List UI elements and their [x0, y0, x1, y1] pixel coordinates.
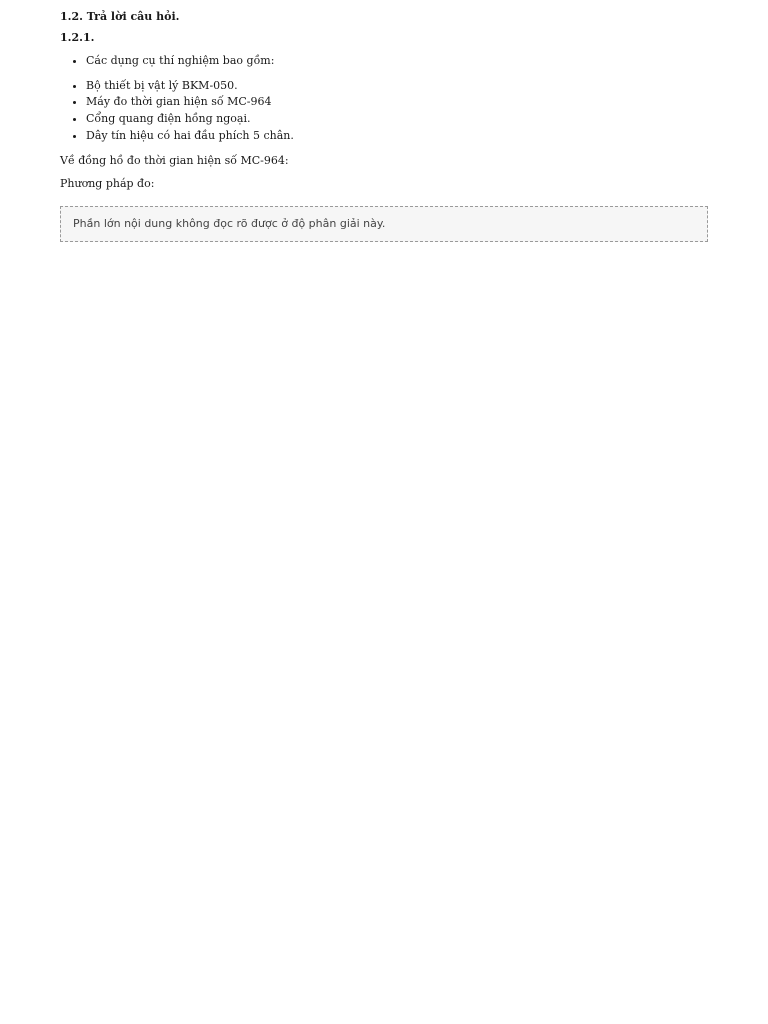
equipment-intro: • Các dụng cụ thí nghiệm bao gồm:: [86, 54, 708, 69]
section-heading: 1.2. Trả lời câu hỏi.: [60, 10, 180, 23]
equipment-item: • Máy đo thời gian hiện số MC-964: [86, 95, 708, 110]
equipment-item: • Dây tín hiệu có hai đầu phích 5 chân.: [86, 129, 708, 144]
equipment-list: [60, 79, 708, 144]
equipment-item: • Bộ thiết bị vật lý BKM-050.: [86, 79, 708, 94]
equipment-item: • Cổng quang điện hồng ngoại.: [86, 112, 708, 127]
method-intro: Phương pháp đo:: [60, 176, 155, 190]
unreadable-notice: Phần lớn nội dung không đọc rõ được ở độ phân giải này.: [60, 206, 708, 243]
timer-intro: Về đồng hồ đo thời gian hiện số MC-964:: [60, 153, 289, 167]
subsection-number: 1.2.1.: [60, 30, 95, 44]
subsection-1-2-1: [60, 31, 708, 46]
intro-list: [60, 54, 708, 69]
